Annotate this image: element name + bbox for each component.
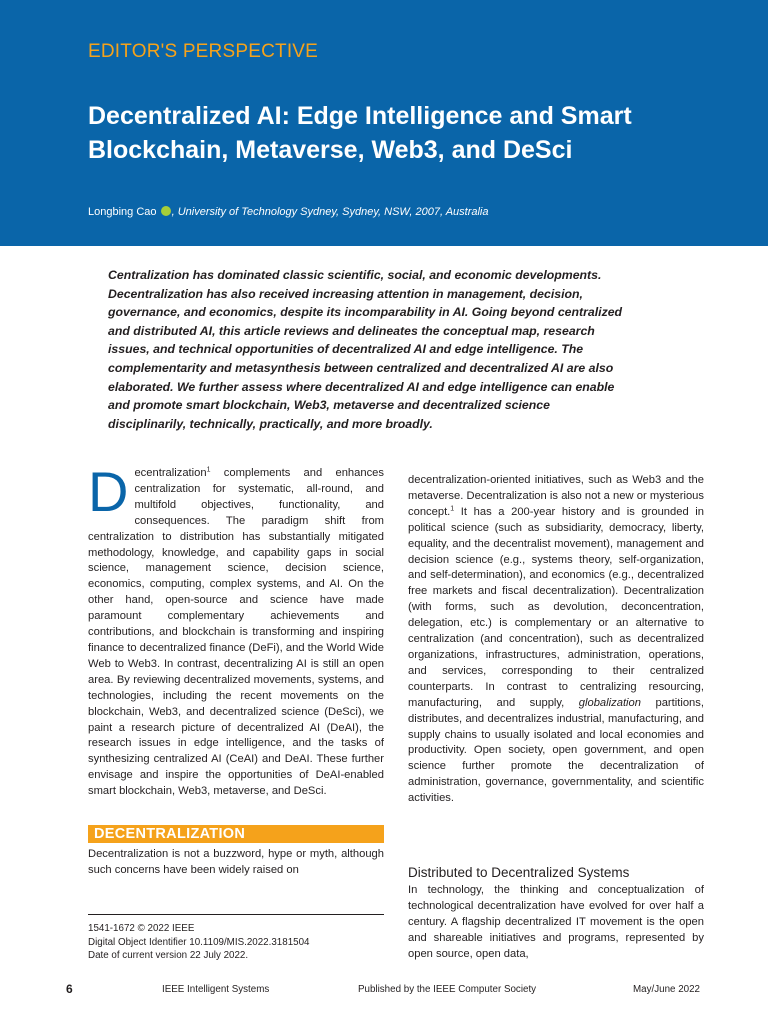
issue-date: May/June 2022 bbox=[633, 984, 700, 995]
emphasis-text: globalization bbox=[578, 696, 641, 709]
body-text: ecentralization bbox=[134, 467, 207, 479]
drop-cap: D bbox=[88, 460, 129, 523]
author-affiliation: , University of Technology Sydney, Sydney, NSW, 2007, Australia bbox=[171, 206, 489, 218]
abstract: Centralization has dominated classic scientific, social, and economic developments. Decentralization has also received increasing attention in management, decision, governance, and economics, despite its incomparability in AI. Going beyond centralized and distributed AI, this article reviews and delineates the conceptual map, research issues, and technical opportunities of decentralized AI and edge intelligence. The complementarity and metasynthesis between centralized and decentralized AI are also elaborated. We further assess where decentralized AI and edge intelligence can enable and promote smart blockchain, Web3, metaverse and decentralized science disciplinarily, technically, practically, and more broadly. bbox=[108, 268, 623, 431]
header-banner bbox=[0, 0, 768, 246]
reference-link[interactable]: 1 bbox=[206, 466, 211, 474]
orcid-icon[interactable] bbox=[161, 206, 171, 216]
body-column-left bbox=[88, 460, 384, 800]
section-heading: DECENTRALIZATION bbox=[94, 826, 246, 842]
body-text: partitions, distributes, and decentralizes industrial, manufacturing, and supply chains to usually isolated and local economies and productivity. Open society, open government, and open science further promote the decentralization of administration, governance, governmentality, and scientific activities. bbox=[408, 696, 704, 805]
section-kicker: EDITOR'S PERSPECTIVE bbox=[88, 41, 319, 62]
body-paragraph: Decentralization is not a buzzword, hype or myth, although such concerns have been widely raised on bbox=[88, 848, 384, 876]
magazine-name: IEEE Intelligent Systems bbox=[162, 984, 270, 995]
body-text: complements and enhances centralization for systematic, all-round, and multifold objectives, functionality, and consequences. The paradigm shift from centralization to distribution has substantially mitigated methodology, knowledge, and capability gaps in social science, management science, decision science, economics, computing, complex systems, and AI. On the other hand, open-source and science have made paramount complementary achievements and contributions, and blockchain is transforming and inspiring finance to decentralized finance (DeFi), and the World Wide Web to Web3. In contrast, decentralizing AI is still an open area. By reviewing decentralized movements, systems, and technologies, including the recent movements on the blockchain, Web3, and decentralized science (DeSci), we paint a research picture of decentralized AI (DeAI), the research issues in edge intelligence, and the tasks of synthesizing centralized AI (CeAI) and DeAI. These further envisage and inspire the opportunities of DeAI-enabled smart blockchain, Web3, metaverse, and DeSci. bbox=[88, 467, 384, 798]
body-paragraph: In technology, the thinking and conceptualization of technological decentralization have evolved for over half a century. A flagship decentralized IT movement is the open and shareable initiatives and programs, represented by open source, open data, bbox=[408, 884, 704, 960]
page-number: 6 bbox=[66, 982, 73, 996]
author-name: Longbing Cao bbox=[88, 206, 157, 218]
body-column-right bbox=[408, 473, 704, 807]
reference-link[interactable]: 1 bbox=[450, 505, 455, 513]
subsection-heading: Distributed to Decentralized Systems bbox=[408, 865, 630, 880]
publisher-line: Published by the IEEE Computer Society bbox=[358, 984, 537, 995]
version-date-line: Date of current version 22 July 2022. bbox=[88, 950, 249, 962]
body-text: decentralization-oriented initiatives, such as Web3 and the metaverse. Decentralization is also not a new or mysterious concept. bbox=[408, 474, 704, 518]
article-title: Decentralized AI: Edge Intelligence and Smart Blockchain, Metaverse, Web3, and DeSci bbox=[88, 102, 632, 164]
issn-line: 1541-1672 © 2022 IEEE bbox=[88, 923, 195, 934]
footnote bbox=[88, 922, 309, 963]
section-heading-bar bbox=[88, 825, 384, 843]
footnote-divider bbox=[88, 914, 384, 915]
byline bbox=[88, 206, 489, 218]
doi-line[interactable]: Digital Object Identifier 10.1109/MIS.2022.3181504 bbox=[88, 936, 310, 948]
body-text: It has a 200-year history and is grounded in political science (such as subsidiarity, democracy, liberty, equality, and the decentralist movement), management and decision science (e.g., systems theory, self-organization, and self-determination), and economics (e.g., decentralized free markets and fiscal decentralization). Decentralization (with forms, such as devolution, deconcentration, delegation, etc.) is complementary or an alternative to centralization (and concentration), such as decentralized organizations, infrastructures, administration, operations, and services, corresponding to their centralized counterparts. In contrast to centralizing resourcing, manufacturing, and supply, bbox=[408, 505, 704, 709]
